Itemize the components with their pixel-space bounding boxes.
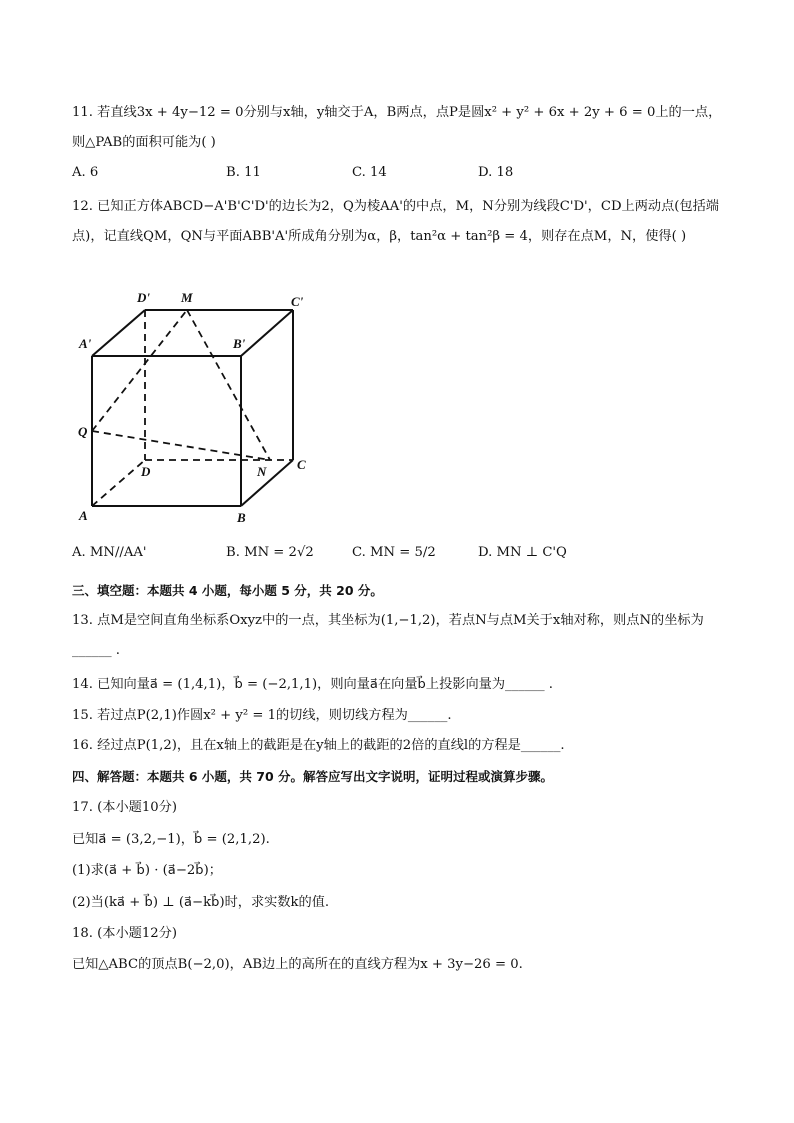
label-b-prime: B' [233,336,246,351]
q11-option-c[interactable]: C. 14 [352,165,387,180]
label-n: N [257,464,267,479]
q11-option-a[interactable]: A. 6 [72,165,99,180]
q11-option-d[interactable]: D. 18 [478,165,514,180]
q11-option-b[interactable]: B. 11 [226,165,261,180]
q17-part2: (2)当(ka⃗ + b⃗) ⊥ (a⃗−kb⃗)时，求实数k的值. [72,895,330,910]
q18-given: 已知△ABC的顶点B(−2,0)，AB边上的高所在的直线方程为x + 3y−26 = 0. [72,957,523,972]
q12-option-c[interactable]: C. MN = 5/2 [352,545,436,560]
q15-line: 15. 若过点P(2,1)作圆x² + y² = 1的切线，则切线方程为______. [72,708,452,723]
q17-given: 已知a⃗ = (3,2,−1)，b⃗ = (2,1,2). [72,832,270,847]
q12-option-b[interactable]: B. MN = 2√2 [226,545,314,560]
q13-line1: 13. 点M是空间直角坐标系Oxyz中的一点，其坐标为(1,−1,2)，若点N与点M关于x轴对称，则点N的坐标为 [72,613,704,628]
label-b: B [237,510,246,525]
cube-figure [75,286,335,530]
q11-line1: 11. 若直线3x + 4y−12 = 0分别与x轴，y轴交于A，B两点，点P是圆x² + y² + 6x + 2y + 6 = 0上的一点， [72,105,722,120]
q17-part1: (1)求(a⃗ + b⃗) · (a⃗−2b⃗)； [72,863,222,878]
label-d-prime: D' [137,290,150,305]
label-c: C [297,457,306,472]
label-c-prime: C' [291,294,304,309]
q16-line: 16. 经过点P(1,2)，且在x轴上的截距是在y轴上的截距的2倍的直线l的方程是______. [72,738,565,753]
section-4-heading: 四、解答题：本题共 6 小题，共 70 分。解答应写出文字说明，证明过程或演算步骤。 [72,769,554,784]
q11-line2: 则△PAB的面积可能为( ) [72,135,216,150]
label-q: Q [78,424,88,439]
q12-option-d[interactable]: D. MN ⊥ C'Q [478,545,567,560]
q17-title: 17. (本小题10分) [72,800,177,815]
label-a: A [79,508,88,523]
label-d: D [141,464,151,479]
q12-line2: 点)，记直线QM，QN与平面ABB'A'所成角分别为α，β，tan²α + tan²β = 4，则存在点M，N，使得( ) [72,229,687,244]
q12-option-a[interactable]: A. MN//AA' [72,545,147,560]
cube-diagram [75,286,335,526]
label-m: M [181,290,193,305]
q18-title: 18. (本小题12分) [72,926,177,941]
q12-line1: 12. 已知正方体ABCD−A'B'C'D'的边长为2，Q为棱AA'的中点，M，N分别为线段C'D'，CD上两动点(包括端 [72,199,719,214]
q13-line2: ______ . [72,643,120,658]
section-3-heading: 三、填空题：本题共 4 小题，每小题 5 分，共 20 分。 [72,583,383,598]
label-a-prime: A' [79,336,92,351]
q14-line: 14. 已知向量a⃗ = (1,4,1)，b⃗ = (−2,1,1)，则向量a⃗在向量b⃗上投影向量为______ . [72,677,553,692]
